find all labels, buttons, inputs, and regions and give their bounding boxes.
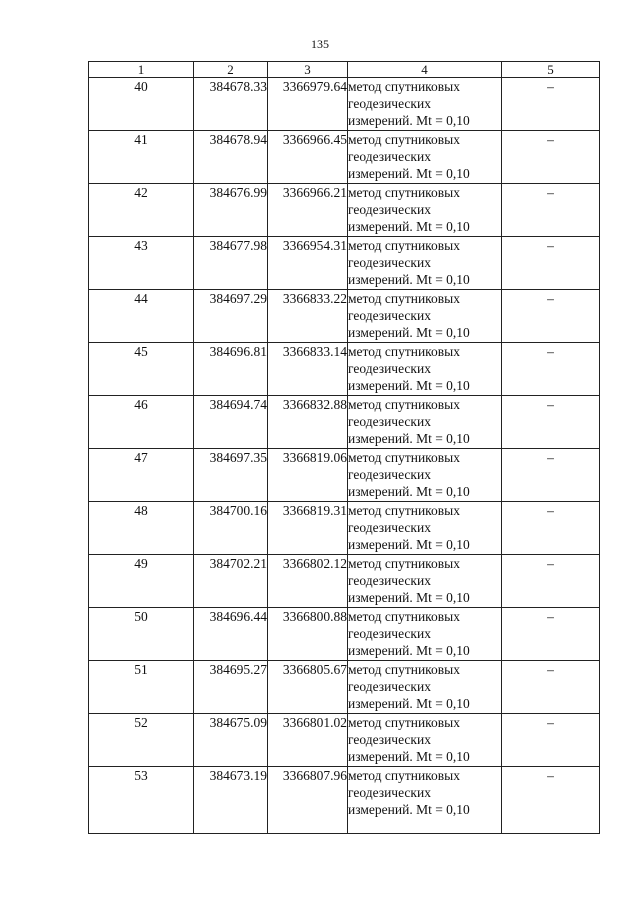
method-description [348, 714, 502, 767]
method-line: метод спутниковых [348, 79, 460, 94]
x-coordinate: 384678.33 [194, 78, 268, 131]
column-header-4: 4 [348, 62, 502, 78]
method-line: измерений. Mt = 0,10 [348, 749, 470, 764]
method-line: геодезических [348, 255, 431, 270]
method-line: измерений. Mt = 0,10 [348, 113, 470, 128]
method-description [348, 290, 502, 343]
x-coordinate: 384678.94 [194, 131, 268, 184]
method-line: измерений. Mt = 0,10 [348, 325, 470, 340]
method-line: геодезических [348, 573, 431, 588]
method-line: метод спутниковых [348, 662, 460, 677]
point-number: 44 [89, 290, 194, 343]
method-line: метод спутниковых [348, 132, 460, 147]
note-dash: – [502, 767, 600, 834]
point-number: 42 [89, 184, 194, 237]
note-dash: – [502, 78, 600, 131]
note-dash: – [502, 131, 600, 184]
page-number: 135 [311, 37, 329, 51]
x-coordinate: 384677.98 [194, 237, 268, 290]
note-dash: – [502, 396, 600, 449]
note-dash: – [502, 661, 600, 714]
table-row [89, 396, 600, 449]
method-description [348, 449, 502, 502]
table-row [89, 184, 600, 237]
table-row [89, 714, 600, 767]
method-line: измерений. Mt = 0,10 [348, 537, 470, 552]
y-coordinate: 3366966.45 [268, 131, 348, 184]
method-description [348, 502, 502, 555]
method-line: метод спутниковых [348, 397, 460, 412]
table-row [89, 78, 600, 131]
point-number: 43 [89, 237, 194, 290]
column-header-2: 2 [194, 62, 268, 78]
method-line: измерений. Mt = 0,10 [348, 272, 470, 287]
method-description [348, 131, 502, 184]
y-coordinate: 3366966.21 [268, 184, 348, 237]
method-line: измерений. Mt = 0,10 [348, 378, 470, 393]
y-coordinate: 3366800.88 [268, 608, 348, 661]
column-header-3: 3 [268, 62, 348, 78]
y-coordinate: 3366807.96 [268, 767, 348, 834]
column-header-5: 5 [502, 62, 600, 78]
method-line: геодезических [348, 308, 431, 323]
y-coordinate: 3366833.22 [268, 290, 348, 343]
method-line: геодезических [348, 467, 431, 482]
method-line: метод спутниковых [348, 344, 460, 359]
table-row [89, 237, 600, 290]
method-description [348, 661, 502, 714]
method-line: измерений. Mt = 0,10 [348, 590, 470, 605]
x-coordinate: 384694.74 [194, 396, 268, 449]
method-line: метод спутниковых [348, 291, 460, 306]
note-dash: – [502, 237, 600, 290]
point-number: 40 [89, 78, 194, 131]
note-dash: – [502, 290, 600, 343]
method-line: метод спутниковых [348, 450, 460, 465]
note-dash: – [502, 343, 600, 396]
method-line: метод спутниковых [348, 609, 460, 624]
point-number: 47 [89, 449, 194, 502]
method-line: метод спутниковых [348, 556, 460, 571]
note-dash: – [502, 608, 600, 661]
note-dash: – [502, 714, 600, 767]
method-line: метод спутниковых [348, 238, 460, 253]
y-coordinate: 3366979.64 [268, 78, 348, 131]
method-description [348, 184, 502, 237]
method-line: метод спутниковых [348, 503, 460, 518]
table-body [89, 78, 600, 834]
method-description [348, 608, 502, 661]
point-number: 51 [89, 661, 194, 714]
method-line: метод спутниковых [348, 768, 460, 783]
point-number: 53 [89, 767, 194, 834]
point-number: 50 [89, 608, 194, 661]
method-line: измерений. Mt = 0,10 [348, 643, 470, 658]
note-dash: – [502, 555, 600, 608]
table-row [89, 608, 600, 661]
method-line: измерений. Mt = 0,10 [348, 802, 470, 817]
table-row [89, 555, 600, 608]
table-row [89, 131, 600, 184]
method-description [348, 237, 502, 290]
x-coordinate: 384675.09 [194, 714, 268, 767]
y-coordinate: 3366954.31 [268, 237, 348, 290]
table-row [89, 502, 600, 555]
x-coordinate: 384676.99 [194, 184, 268, 237]
method-description [348, 396, 502, 449]
x-coordinate: 384697.35 [194, 449, 268, 502]
method-line: измерений. Mt = 0,10 [348, 696, 470, 711]
y-coordinate: 3366802.12 [268, 555, 348, 608]
coordinates-table [88, 61, 600, 834]
method-line: геодезических [348, 414, 431, 429]
point-number: 48 [89, 502, 194, 555]
method-line: метод спутниковых [348, 185, 460, 200]
table-row [89, 767, 600, 834]
y-coordinate: 3366833.14 [268, 343, 348, 396]
table-row [89, 661, 600, 714]
method-line: геодезических [348, 520, 431, 535]
method-description [348, 78, 502, 131]
method-description [348, 343, 502, 396]
method-line: измерений. Mt = 0,10 [348, 219, 470, 234]
x-coordinate: 384702.21 [194, 555, 268, 608]
method-line: геодезических [348, 732, 431, 747]
table-header-row [89, 62, 600, 78]
table-row [89, 290, 600, 343]
y-coordinate: 3366819.06 [268, 449, 348, 502]
table-row [89, 449, 600, 502]
point-number: 52 [89, 714, 194, 767]
y-coordinate: 3366805.67 [268, 661, 348, 714]
method-line: геодезических [348, 361, 431, 376]
point-number: 41 [89, 131, 194, 184]
method-line: метод спутниковых [348, 715, 460, 730]
method-line: геодезических [348, 149, 431, 164]
x-coordinate: 384673.19 [194, 767, 268, 834]
method-line: измерений. Mt = 0,10 [348, 166, 470, 181]
column-header-1: 1 [89, 62, 194, 78]
x-coordinate: 384697.29 [194, 290, 268, 343]
note-dash: – [502, 449, 600, 502]
y-coordinate: 3366832.88 [268, 396, 348, 449]
point-number: 49 [89, 555, 194, 608]
x-coordinate: 384695.27 [194, 661, 268, 714]
point-number: 46 [89, 396, 194, 449]
point-number: 45 [89, 343, 194, 396]
method-line: измерений. Mt = 0,10 [348, 484, 470, 499]
note-dash: – [502, 502, 600, 555]
method-line: геодезических [348, 626, 431, 641]
x-coordinate: 384700.16 [194, 502, 268, 555]
x-coordinate: 384696.81 [194, 343, 268, 396]
method-description [348, 555, 502, 608]
method-line: геодезических [348, 785, 431, 800]
y-coordinate: 3366819.31 [268, 502, 348, 555]
method-line: геодезических [348, 679, 431, 694]
method-line: геодезических [348, 96, 431, 111]
table-row [89, 343, 600, 396]
method-line: измерений. Mt = 0,10 [348, 431, 470, 446]
method-description [348, 767, 502, 834]
x-coordinate: 384696.44 [194, 608, 268, 661]
y-coordinate: 3366801.02 [268, 714, 348, 767]
method-line: геодезических [348, 202, 431, 217]
note-dash: – [502, 184, 600, 237]
